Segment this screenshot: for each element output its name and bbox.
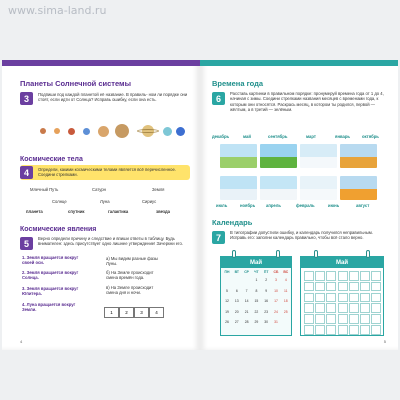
winter-picture (300, 144, 337, 168)
empty-day-cell[interactable] (326, 314, 336, 324)
empty-day-cell[interactable] (304, 282, 314, 292)
month-label: август (356, 203, 370, 208)
empty-day-cell[interactable] (315, 325, 325, 335)
weekday-label: ВТ (234, 270, 239, 274)
empty-day-cell[interactable] (304, 314, 314, 324)
task-number-3: 3 (20, 92, 33, 105)
empty-day-cell[interactable] (315, 271, 325, 281)
empty-day-cell[interactable] (338, 293, 348, 303)
weekday-label: ЧТ (254, 270, 259, 274)
empty-day-cell[interactable] (326, 325, 336, 335)
calendar-day: 31 (274, 320, 278, 324)
weekday-label: ПТ (263, 270, 269, 274)
task-number-7: 7 (212, 231, 225, 244)
empty-day-cell[interactable] (371, 325, 381, 335)
empty-day-cell[interactable] (371, 293, 381, 303)
answer-table (104, 307, 164, 318)
planet-icon (176, 127, 185, 136)
empty-day-cell[interactable] (360, 325, 370, 335)
calendar-month: Май (301, 257, 383, 268)
calendar-day: 17 (274, 299, 278, 303)
calendar-day: 12 (225, 299, 229, 303)
calendar-day: 4 (284, 278, 287, 282)
task4-text: Определи, какими космическими телами является всё перечисленное. Соедини стрелками. (38, 167, 176, 178)
calendar-day: 8 (255, 288, 258, 293)
empty-day-cell[interactable] (338, 303, 348, 313)
autumn-picture (340, 144, 377, 168)
month-label: январь (335, 134, 350, 139)
month-label: май (243, 134, 251, 139)
task-number-4: 4 (20, 166, 33, 179)
month-label: апрель (266, 203, 281, 208)
month-label: ноябрь (240, 203, 256, 208)
month-label: февраль (296, 203, 315, 208)
calendar-day: 11 (284, 288, 288, 293)
calendar-day: 1 (255, 278, 258, 282)
object-word: Сатурн (92, 187, 106, 192)
season-picture (220, 176, 257, 200)
empty-day-cell[interactable] (338, 314, 348, 324)
calendar-day: 14 (244, 299, 249, 303)
planet-icon (163, 127, 172, 136)
calendar-day: 5 (226, 288, 228, 293)
calendar-day: 24 (274, 309, 278, 314)
calendar-day: 9 (265, 288, 268, 293)
calendar-day: 28 (244, 320, 249, 324)
statement: 2. Земля вращается вокруг Солнца. (22, 270, 79, 281)
left-page (2, 60, 200, 350)
empty-day-cell[interactable] (349, 282, 359, 292)
empty-day-cell[interactable] (326, 293, 336, 303)
calendar-wrong (220, 256, 292, 336)
option: в) На Земле происходит смена дня и ночи. (106, 285, 154, 296)
empty-day-cell[interactable] (349, 271, 359, 281)
calendar-month: Май (221, 257, 291, 268)
empty-day-cell[interactable] (304, 325, 314, 335)
calendar-day: 2 (265, 278, 268, 282)
section-title-calendar: Календарь (212, 218, 253, 227)
answer-cell[interactable]: 3 (134, 307, 149, 318)
object-word: Млечный Путь (30, 187, 59, 192)
planet-icon (68, 128, 75, 135)
month-label: сентябрь (268, 134, 288, 139)
empty-day-cell[interactable] (360, 314, 370, 324)
option: а) Мы видим разные фазы Луны. (106, 256, 158, 267)
season-picture (300, 176, 337, 200)
calendar-day: 18 (283, 299, 288, 303)
calendar-day: 27 (234, 320, 239, 324)
planet-icon (40, 128, 46, 134)
empty-day-cell[interactable] (360, 282, 370, 292)
season-picture (260, 176, 297, 200)
empty-day-cell[interactable] (349, 314, 359, 324)
planet-icon (115, 124, 129, 138)
empty-day-cell[interactable] (304, 293, 314, 303)
statement: 4. Луна вращается вокруг Земли. (22, 302, 76, 313)
statement: 1. Земля вращается вокруг своей оси. (22, 255, 79, 266)
watermark: www.sima-land.ru (8, 4, 107, 17)
empty-day-cell[interactable] (315, 314, 325, 324)
weekday-label: ПН (224, 270, 230, 274)
empty-day-cell[interactable] (349, 293, 359, 303)
empty-day-cell[interactable] (338, 271, 348, 281)
task5-text: Верно определи причину и следствие и впиши ответы в таблицу. Будь внимателен: здесь присутствует одно лишнее утверждение! Зачеркни его. (38, 236, 183, 247)
calendar-day: 23 (264, 309, 269, 314)
empty-day-cell[interactable] (360, 303, 370, 313)
planet-icon (54, 128, 60, 134)
object-word: Земля (152, 187, 165, 192)
calendar-empty[interactable] (300, 256, 384, 336)
category-word: звезда (156, 209, 170, 214)
object-word: Сириус (142, 199, 157, 204)
empty-day-cell[interactable] (315, 293, 325, 303)
empty-day-cell[interactable] (371, 303, 381, 313)
option: б) На Земле происходит смена времён года. (106, 270, 154, 281)
workbook-spread (2, 60, 398, 350)
planet-icon (83, 128, 90, 135)
ring-icon (314, 250, 318, 258)
empty-day-cell[interactable] (371, 314, 381, 324)
empty-day-cell[interactable] (304, 271, 314, 281)
object-word: Луна (100, 199, 110, 204)
task-number-6: 6 (212, 92, 225, 105)
calendar-day: 15 (254, 299, 259, 303)
right-page (200, 60, 398, 350)
section-title-cosmic-bodies: Космические тела (20, 156, 83, 163)
season-picture (340, 176, 377, 200)
empty-day-cell[interactable] (304, 303, 314, 313)
month-label: октябрь (362, 134, 379, 139)
empty-day-cell[interactable] (338, 325, 348, 335)
category-word: спутник (68, 209, 85, 214)
answer-cell[interactable]: 1 (104, 307, 119, 318)
calendar-day: 22 (254, 309, 259, 314)
calendar-day: 13 (234, 299, 239, 303)
calendar-day: 7 (245, 288, 248, 293)
object-word: Солнце (52, 199, 67, 204)
empty-day-cell[interactable] (326, 282, 336, 292)
month-label: июль (216, 203, 228, 208)
ring-icon (366, 250, 370, 258)
task6-text: Расставь картинки в правильном порядке: пронумеруй времена года от 1 до 4, начиная с зимы. Соедини стрелками названия месяцев с временами года, к которым они относятся. Раскрась месяц, в котором ты родился, первой — жёлтым, а в третий — зелёным. (230, 91, 384, 113)
task-number-5: 5 (20, 237, 33, 250)
section-title-phenomena: Космические явления (20, 226, 97, 233)
task7-text: В типографии допустили ошибку, и календарь получился неправильным. Исправь его: заполни календарь правильно, чтобы всё стало верно. (230, 230, 373, 241)
task3-text: Подпиши под каждой планетой её название. В правиль- ном ли порядке они стоят, если идти от Солнца? Исправь ошибку, если она есть. (38, 92, 188, 103)
weekday-label: ВС (283, 270, 289, 274)
empty-day-cell[interactable] (360, 271, 370, 281)
empty-day-cell[interactable] (315, 303, 325, 313)
answer-cell[interactable]: 2 (119, 307, 134, 318)
answer-cell[interactable]: 4 (149, 307, 164, 318)
empty-day-cell[interactable] (338, 282, 348, 292)
empty-day-cell[interactable] (315, 282, 325, 292)
saturn-icon (137, 124, 159, 138)
calendar-day: 30 (264, 320, 269, 324)
statement: 3. Земля вращается вокруг Юпитера. (22, 286, 79, 297)
month-label: декабрь (212, 134, 230, 139)
page-number: 4 (20, 339, 23, 344)
calendar-day: 29 (254, 320, 259, 324)
category-word: планета (26, 209, 43, 214)
empty-day-cell[interactable] (349, 325, 359, 335)
weekday-label: СБ (273, 270, 279, 274)
summer-picture (260, 144, 297, 168)
calendar-day: 26 (225, 320, 229, 324)
empty-day-cell[interactable] (326, 271, 336, 281)
empty-day-cell[interactable] (360, 293, 370, 303)
section-title-seasons: Времена года (212, 79, 264, 88)
calendar-day: 10 (274, 288, 278, 293)
empty-day-cell[interactable] (371, 271, 381, 281)
calendar-day: 20 (234, 309, 239, 314)
planet-icon (98, 126, 109, 137)
top-bar (2, 60, 200, 66)
ring-icon (232, 250, 236, 258)
calendar-day: 19 (225, 309, 229, 314)
section-title-planets: Планеты Солнечной системы (20, 79, 131, 88)
empty-day-cell[interactable] (326, 303, 336, 313)
calendar-day: 3 (275, 278, 277, 282)
top-bar (200, 60, 398, 66)
calendar-day: 21 (244, 309, 249, 314)
page-number: 5 (383, 339, 386, 344)
month-label: март (306, 134, 316, 139)
ring-icon (276, 250, 280, 258)
empty-day-cell[interactable] (349, 303, 359, 313)
month-label: июнь (328, 203, 340, 208)
category-word: галактика (108, 209, 129, 214)
calendar-day: 6 (235, 288, 238, 293)
calendar-day: 25 (283, 309, 288, 314)
calendar-day: 16 (264, 299, 269, 303)
weekday-label: СР (244, 270, 249, 274)
spring-picture (220, 144, 257, 168)
empty-day-cell[interactable] (371, 282, 381, 292)
